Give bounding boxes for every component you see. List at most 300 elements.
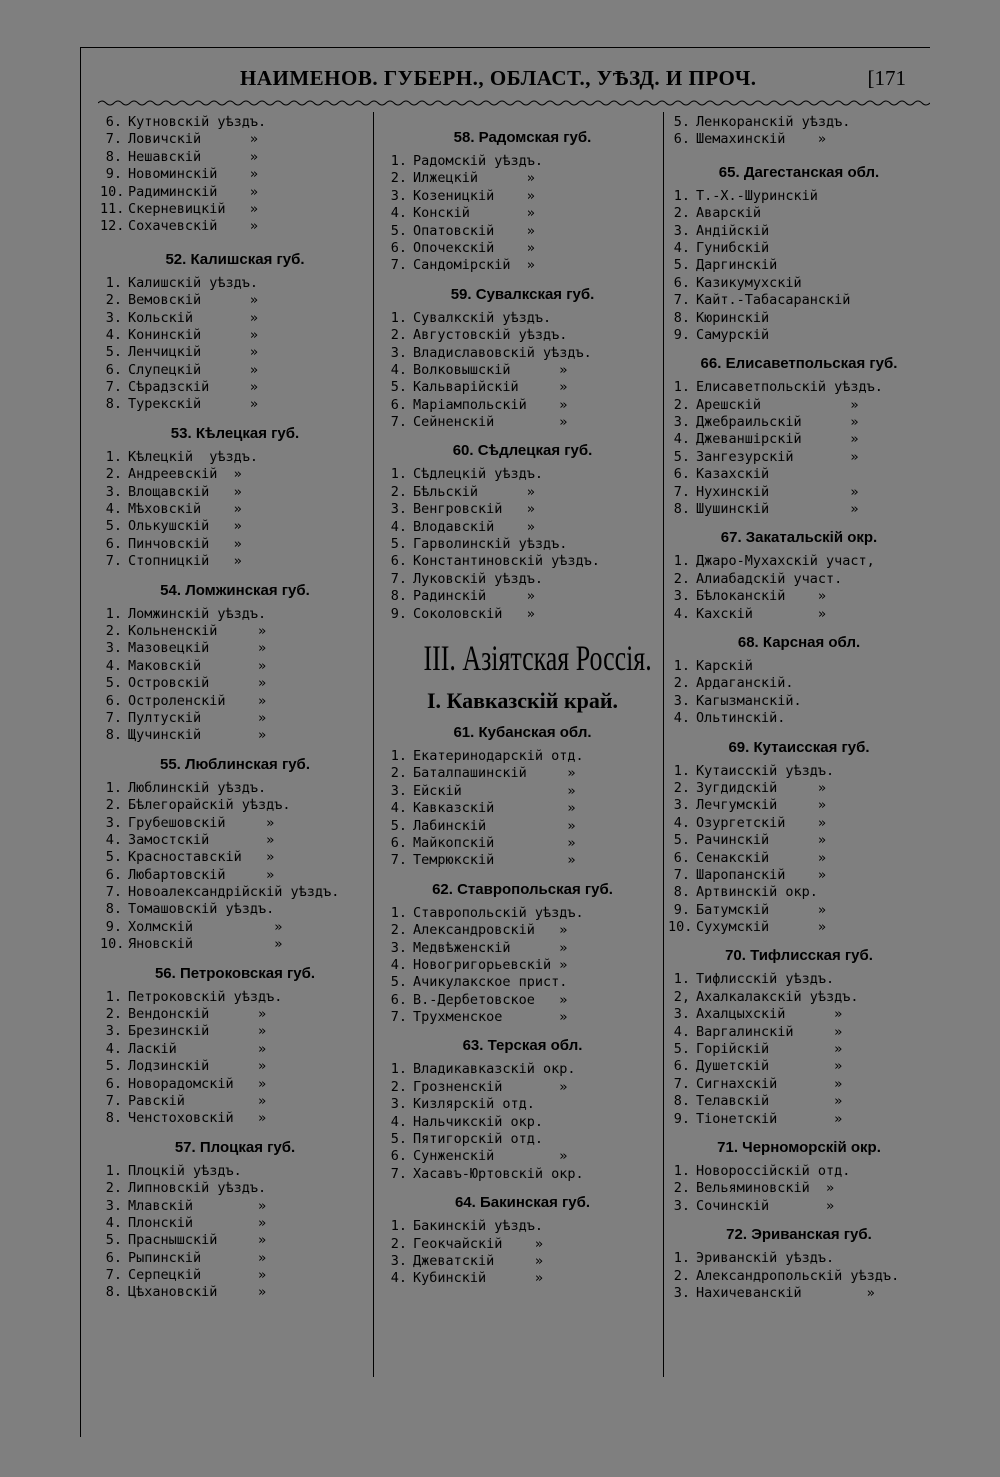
- section-list-71: [668, 1163, 930, 1215]
- item-name: Ленкоранскій уѣздъ.: [696, 114, 851, 130]
- item-number: 1.: [105, 274, 122, 291]
- item-name: Сунженскій »: [413, 1148, 568, 1165]
- item-name: Елисаветпольскій уѣздъ.: [696, 379, 883, 396]
- item-number: 7.: [105, 884, 122, 901]
- item-number: 6.: [105, 866, 122, 883]
- section-title-55: 55. Люблинская губ.: [160, 755, 310, 773]
- list-item: [100, 166, 370, 183]
- item-number: 6.: [390, 1148, 407, 1165]
- item-number: 1.: [673, 379, 690, 396]
- item-name: Ломжинскій уѣздъ.: [128, 605, 267, 622]
- item-name: Соколовскій »: [413, 605, 535, 622]
- item-name: Тіонетскій »: [696, 1110, 843, 1127]
- section-title-61: 61. Кубанская обл.: [453, 723, 592, 741]
- item-number: 4.: [105, 501, 122, 518]
- list-item: [668, 710, 930, 727]
- item-number: 8.: [105, 901, 122, 918]
- item-name: Щучинскій »: [128, 727, 267, 744]
- item-number: 7.: [390, 852, 407, 869]
- list-item: [385, 553, 660, 570]
- list-item: [668, 449, 930, 466]
- item-name: Млавскій »: [128, 1197, 267, 1214]
- list-item: [668, 131, 930, 148]
- list-item: [668, 257, 930, 274]
- item-number: 7.: [390, 257, 407, 274]
- section-list-55: [100, 780, 370, 954]
- item-number: 3.: [105, 309, 122, 326]
- list-item: [100, 1163, 370, 1180]
- item-number: 6.: [105, 535, 122, 552]
- list-item: [385, 1148, 660, 1165]
- list-item: [100, 1041, 370, 1058]
- part-title: III. Азіятская Россія.: [423, 637, 652, 678]
- item-name: Маковскій »: [128, 657, 267, 674]
- item-number: 7.: [105, 553, 122, 570]
- item-name: Влодавскій »: [413, 518, 535, 535]
- list-item: [100, 1267, 370, 1284]
- list-item: [385, 240, 660, 257]
- list-item: [100, 149, 370, 166]
- item-name: Арешскій »: [696, 396, 859, 413]
- item-number: 10.: [668, 919, 693, 936]
- item-number: 4.: [673, 605, 690, 622]
- list-item: [668, 501, 930, 518]
- item-name: Опочекскій »: [413, 239, 535, 256]
- item-name: Сувалкскій уѣздъ.: [413, 309, 552, 326]
- list-item: [668, 1285, 930, 1302]
- item-name: Ачикулакское прист.: [413, 974, 568, 991]
- item-name: Новоминскій »: [128, 166, 259, 183]
- item-name: Нахичеванскій »: [696, 1284, 875, 1301]
- item-name: Сейненскій »: [413, 414, 568, 431]
- list-item: [100, 449, 370, 466]
- item-number: 8.: [105, 727, 122, 744]
- continued-list-51: [100, 114, 370, 236]
- list-item: [100, 484, 370, 501]
- item-number: 6.: [105, 114, 122, 130]
- item-number: 1.: [390, 1218, 407, 1235]
- item-number: 1.: [105, 779, 122, 796]
- list-item: [668, 971, 930, 988]
- item-name: Замостскій »: [128, 831, 275, 848]
- item-name: Батумскій »: [696, 901, 827, 918]
- item-number: 3.: [105, 483, 122, 500]
- item-name: Андійскій: [696, 222, 770, 239]
- item-name: Джебраильскій »: [696, 414, 859, 431]
- list-item: [385, 379, 660, 396]
- section-list-56: [100, 989, 370, 1128]
- item-number: 4.: [390, 1270, 407, 1287]
- item-number: 3.: [390, 782, 407, 799]
- list-item: [100, 184, 370, 201]
- item-number: 5.: [673, 114, 690, 130]
- item-number: 8.: [105, 396, 122, 413]
- item-number: 4.: [390, 518, 407, 535]
- list-item: [100, 379, 370, 396]
- list-item: [385, 1236, 660, 1253]
- list-item: [385, 310, 660, 327]
- item-number: 3.: [673, 797, 690, 814]
- item-number: 3.: [673, 692, 690, 709]
- item-name: Грозненскій »: [413, 1078, 568, 1095]
- list-item: [100, 310, 370, 327]
- list-item: [385, 205, 660, 222]
- list-item: [385, 1270, 660, 1287]
- continued-list-64: [668, 114, 930, 149]
- item-number: 7.: [673, 483, 690, 500]
- item-name: Грубешовскій »: [128, 814, 275, 831]
- item-number: 4.: [390, 956, 407, 973]
- item-number: 2.: [390, 765, 407, 782]
- item-number: 2.: [390, 922, 407, 939]
- section-title-53: 53. Кѣлецкая губ.: [170, 424, 300, 442]
- section-list-57: [100, 1163, 370, 1302]
- list-item: [668, 1198, 930, 1215]
- item-number: 8.: [673, 309, 690, 326]
- list-item: [100, 1076, 370, 1093]
- item-number: 2.: [673, 1180, 690, 1197]
- item-number: 3.: [390, 939, 407, 956]
- item-name: Нешавскій »: [128, 148, 259, 165]
- list-item: [668, 1180, 930, 1197]
- list-item: [668, 223, 930, 240]
- item-number: 2.: [390, 327, 407, 344]
- item-number: 4.: [390, 1113, 407, 1130]
- item-number: 7.: [390, 1009, 407, 1026]
- list-item: [100, 466, 370, 483]
- item-name: Владиславовскій уѣздъ.: [413, 344, 592, 361]
- list-item: [100, 832, 370, 849]
- item-number: 5.: [673, 832, 690, 849]
- section-title-71: 71. Черноморскій окр.: [717, 1138, 881, 1156]
- item-number: 1.: [390, 1061, 407, 1078]
- list-item: [668, 797, 930, 814]
- item-number: 6.: [390, 991, 407, 1008]
- list-item: [385, 153, 660, 170]
- item-name: Мѣховскій »: [128, 501, 242, 518]
- item-number: 8.: [673, 1093, 690, 1110]
- item-name: Кубинскій »: [413, 1270, 544, 1287]
- list-item: [668, 292, 930, 309]
- item-number: 9.: [105, 166, 122, 183]
- item-number: 3.: [105, 1197, 122, 1214]
- item-number: 8.: [673, 884, 690, 901]
- item-name: Кагызманскій.: [696, 692, 802, 709]
- item-number: 4.: [673, 1023, 690, 1040]
- list-item: [385, 1114, 660, 1131]
- item-number: 2.: [673, 779, 690, 796]
- item-name: Островскій »: [128, 675, 267, 692]
- list-item: [100, 815, 370, 832]
- list-item: [100, 536, 370, 553]
- item-name: Бѣлегорайскій уѣздъ.: [128, 797, 291, 814]
- item-name: Зангезурскій »: [696, 448, 859, 465]
- column-divider-left: [373, 112, 374, 1377]
- item-name: Пултускій »: [128, 709, 267, 726]
- list-item: [668, 763, 930, 780]
- item-name: Ловичскій »: [128, 131, 259, 148]
- item-number: 3.: [673, 1006, 690, 1023]
- item-number: 5.: [105, 675, 122, 692]
- item-name: Джеватскій »: [413, 1252, 544, 1269]
- item-number: 4.: [105, 1040, 122, 1057]
- item-name: Рыпинскій »: [128, 1249, 267, 1266]
- item-number: 2.: [105, 292, 122, 309]
- item-number: 2,: [673, 988, 690, 1005]
- item-number: 7.: [390, 414, 407, 431]
- item-number: 2.: [673, 675, 690, 692]
- item-name: Даргинскій: [696, 257, 778, 274]
- item-number: 1.: [673, 553, 690, 570]
- section-title-64: 64. Бакинская губ.: [454, 1194, 591, 1212]
- list-item: [100, 114, 370, 131]
- item-name: Радиминскій »: [128, 183, 259, 200]
- item-number: 9.: [673, 901, 690, 918]
- item-number: 3.: [390, 1096, 407, 1113]
- item-name: Карскій: [696, 657, 753, 674]
- item-number: 1.: [105, 448, 122, 465]
- item-name: Кизлярскій отд.: [413, 1096, 535, 1113]
- item-name: Новорадомскій »: [128, 1075, 267, 1092]
- item-number: 1.: [673, 657, 690, 674]
- item-number: 5.: [390, 817, 407, 834]
- item-number: 1.: [673, 971, 690, 988]
- item-number: 9.: [673, 326, 690, 343]
- item-number: 7.: [673, 866, 690, 883]
- item-name: Кольненскій »: [128, 622, 267, 639]
- item-name: Красноставскій »: [128, 849, 275, 866]
- section-list-58: [385, 153, 660, 275]
- item-number: 5.: [390, 974, 407, 991]
- section-list-66: [668, 379, 930, 518]
- item-number: 5.: [105, 344, 122, 361]
- list-item: [100, 327, 370, 344]
- section-title-72: 72. Эриванская губ.: [726, 1226, 872, 1244]
- item-name: Константиновскій уѣздъ.: [413, 553, 600, 570]
- list-item: [385, 1253, 660, 1270]
- item-name: Плоцкій уѣздъ.: [128, 1162, 242, 1179]
- list-item: [385, 170, 660, 187]
- item-number: 2.: [673, 570, 690, 587]
- list-item: [385, 905, 660, 922]
- list-item: [100, 797, 370, 814]
- item-name: Эриванскій уѣздъ.: [696, 1250, 835, 1267]
- item-number: 4.: [390, 800, 407, 817]
- list-item: [385, 1131, 660, 1148]
- list-item: [385, 327, 660, 344]
- section-title-68: 68. Карсная обл.: [737, 633, 861, 651]
- item-name: Кальварійскій »: [413, 379, 568, 396]
- item-name: Сѣдлецкій уѣздъ.: [413, 466, 544, 483]
- list-item: [385, 783, 660, 800]
- item-name: Любартовскій »: [128, 866, 275, 883]
- item-name: Рачинскій »: [696, 832, 827, 849]
- item-name: Конинскій »: [128, 326, 259, 343]
- item-number: 6.: [673, 1058, 690, 1075]
- section-title-62: 62. Ставропольская губ.: [432, 880, 613, 898]
- list-item: [668, 414, 930, 431]
- list-item: [668, 379, 930, 396]
- item-name: Вемовскій »: [128, 292, 259, 309]
- item-number: 1.: [673, 762, 690, 779]
- list-item: [668, 675, 930, 692]
- list-item: [100, 131, 370, 148]
- list-item: [385, 571, 660, 588]
- item-number: 9.: [105, 918, 122, 935]
- item-name: Петроковскій уѣздъ.: [128, 988, 283, 1005]
- list-item: [385, 957, 660, 974]
- item-name: Казахскій: [696, 466, 770, 483]
- list-item: [385, 992, 660, 1009]
- item-name: Конскій »: [413, 205, 535, 222]
- item-number: 6.: [390, 553, 407, 570]
- list-item: [100, 710, 370, 727]
- list-item: [385, 501, 660, 518]
- list-item: [668, 1163, 930, 1180]
- item-name: Екатеринодарскій отд.: [413, 747, 584, 764]
- list-item: [668, 1268, 930, 1285]
- list-item: [668, 114, 930, 131]
- list-item: [385, 1009, 660, 1026]
- item-number: 6.: [673, 849, 690, 866]
- list-item: [100, 867, 370, 884]
- list-item: [668, 658, 930, 675]
- item-name: Вендонскій »: [128, 1006, 267, 1023]
- column-middle: [385, 114, 660, 1288]
- item-name: Сухумскій »: [696, 919, 827, 936]
- item-name: Владикавказскій окр.: [413, 1061, 576, 1078]
- item-name: Озургетскій »: [696, 814, 827, 831]
- item-name: Калишскій уѣздъ.: [128, 274, 259, 291]
- item-number: 2.: [390, 170, 407, 187]
- item-name: Сочинскій »: [696, 1197, 835, 1214]
- list-item: [100, 849, 370, 866]
- item-name: Ласкій »: [128, 1040, 267, 1057]
- list-item: [100, 884, 370, 901]
- item-number: 12.: [100, 218, 125, 235]
- list-item: [100, 727, 370, 744]
- list-item: [385, 188, 660, 205]
- item-number: 8.: [105, 1284, 122, 1301]
- list-item: [668, 693, 930, 710]
- item-name: Илжецкій »: [413, 170, 535, 187]
- section-title-60: 60. Сѣдлецкая губ.: [452, 442, 593, 460]
- item-number: 7.: [105, 709, 122, 726]
- list-item: [385, 223, 660, 240]
- item-name: Холмскій »: [128, 918, 283, 935]
- item-name: Волковышскій »: [413, 361, 568, 378]
- item-number: 4.: [105, 657, 122, 674]
- item-number: 2.: [673, 1267, 690, 1284]
- item-number: 4.: [390, 361, 407, 378]
- item-number: 6.: [390, 239, 407, 256]
- list-item: [100, 623, 370, 640]
- list-item: [100, 1006, 370, 1023]
- list-item: [668, 188, 930, 205]
- list-item: [385, 484, 660, 501]
- item-name: Олькушскій »: [128, 518, 242, 535]
- item-name: Аварскій: [696, 205, 762, 222]
- item-number: 3.: [673, 1197, 690, 1214]
- item-name: Бѣльскій »: [413, 483, 535, 500]
- item-number: 8.: [673, 501, 690, 518]
- section-list-53: [100, 449, 370, 571]
- item-number: 5.: [105, 1232, 122, 1249]
- item-name: Козеницкій »: [413, 187, 535, 204]
- item-number: 2.: [105, 797, 122, 814]
- list-item: [100, 640, 370, 657]
- list-item: [100, 1215, 370, 1232]
- item-number: 2.: [105, 1180, 122, 1197]
- running-head: [80, 62, 930, 102]
- list-item: [668, 397, 930, 414]
- item-name: Джаро-Мухахскій участ,: [696, 553, 875, 570]
- item-name: Кольскій »: [128, 309, 259, 326]
- list-item: [100, 218, 370, 235]
- item-number: 6.: [673, 274, 690, 291]
- item-number: 3.: [390, 501, 407, 518]
- section-title-63: 63. Терская обл.: [462, 1037, 583, 1055]
- item-number: 2.: [105, 1006, 122, 1023]
- item-name: Хасавъ-Юртовскій окр.: [413, 1165, 584, 1182]
- section-title-59: 59. Сувалкская губ.: [450, 285, 595, 303]
- section-list-61: [385, 748, 660, 870]
- list-item: [668, 919, 930, 936]
- item-number: 5.: [673, 448, 690, 465]
- item-name: Кѣлецкій уѣздъ.: [128, 448, 259, 465]
- list-item: [100, 1180, 370, 1197]
- list-item: [100, 989, 370, 1006]
- item-name: Новороссійскій отд.: [696, 1162, 851, 1179]
- item-name: Кутновскій уѣздъ.: [128, 114, 267, 130]
- section-list-69: [668, 763, 930, 937]
- item-name: В.-Дербетовское »: [413, 991, 568, 1008]
- list-item: [100, 693, 370, 710]
- item-number: 1.: [105, 605, 122, 622]
- item-name: Маріампольскій »: [413, 396, 568, 413]
- item-name: Горійскій »: [696, 1041, 843, 1058]
- item-name: Пятигорскій отд.: [413, 1131, 544, 1148]
- list-item: [385, 397, 660, 414]
- item-number: 2.: [105, 466, 122, 483]
- item-name: Бакинскій уѣздъ.: [413, 1218, 544, 1235]
- list-item: [668, 1041, 930, 1058]
- item-name: Равскій »: [128, 1092, 267, 1109]
- section-title-65: 65. Дагестанская обл.: [718, 163, 880, 181]
- item-name: Ейскій »: [413, 782, 576, 799]
- item-number: 1.: [105, 1162, 122, 1179]
- list-item: [385, 1166, 660, 1183]
- list-item: [668, 606, 930, 623]
- list-item: [100, 1023, 370, 1040]
- item-number: 1.: [390, 466, 407, 483]
- list-item: [100, 658, 370, 675]
- list-item: [385, 748, 660, 765]
- list-item: [100, 362, 370, 379]
- item-name: Плонскій »: [128, 1214, 267, 1231]
- item-name: Сохачевскій »: [128, 218, 259, 235]
- section-title-67: 67. Закатальскій окр.: [720, 529, 878, 547]
- item-number: 10.: [100, 183, 125, 200]
- item-name: Слупецкій »: [128, 361, 259, 378]
- list-item: [100, 936, 370, 953]
- item-name: Яновскій »: [128, 936, 283, 953]
- item-number: 7.: [105, 1092, 122, 1109]
- list-item: [385, 1096, 660, 1113]
- section-title-69: 69. Кутаисская губ.: [728, 738, 870, 756]
- list-item: [100, 501, 370, 518]
- item-number: 5.: [390, 536, 407, 553]
